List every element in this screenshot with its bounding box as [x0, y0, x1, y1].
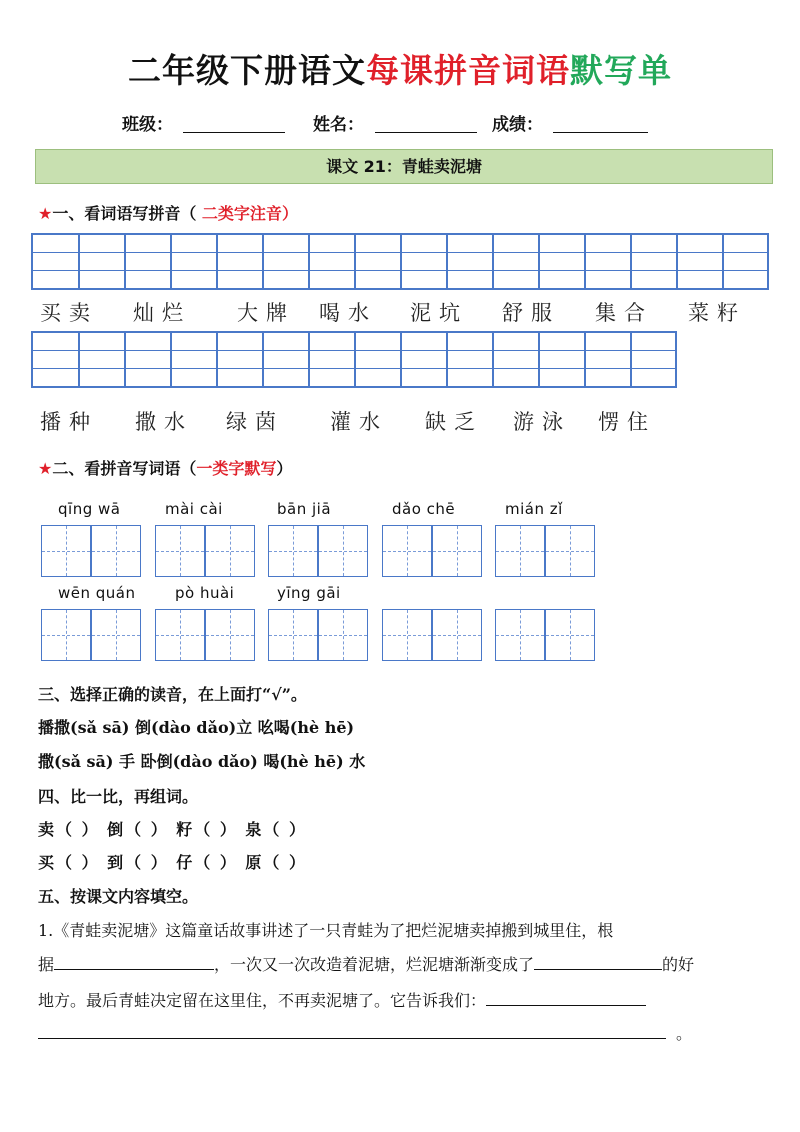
word-jihe: 集合 [595, 301, 653, 325]
writing-box[interactable] [545, 609, 595, 661]
word-caizi: 菜籽 [688, 301, 746, 325]
writing-box[interactable] [545, 525, 595, 577]
section5-paragraph-line2 [38, 952, 694, 975]
writing-box[interactable] [318, 525, 368, 577]
writing-box[interactable] [155, 609, 205, 661]
star-icon: ★ [38, 204, 53, 223]
pinyin-yinggai: yīng gāi [277, 584, 341, 602]
section4-heading: 四、比一比，再组词。 [38, 787, 199, 806]
class-field[interactable] [183, 112, 285, 133]
section3-line2[interactable]: 撒(sǎ sā) 手 卧倒(dào dǎo) 喝(hè hē) 水 [38, 752, 366, 771]
writing-box[interactable] [382, 609, 432, 661]
section5-paragraph-line3 [38, 988, 646, 1011]
text-lesson: 地方。最后青蛙决定留在这里住，不再卖泥塘了。它告诉我们： [38, 991, 487, 1010]
score-label: 成绩： [492, 115, 543, 135]
pinyin-grid-row2[interactable] [31, 331, 677, 388]
writing-box[interactable] [268, 525, 318, 577]
word-heshui: 喝水 [319, 301, 377, 325]
writing-box[interactable] [41, 525, 91, 577]
word-lengzhu: 愣住 [598, 410, 656, 434]
section4-line1[interactable]: 卖（ ） 倒（ ） 籽（ ） 泉（ ） [38, 820, 307, 839]
word-dapai: 大牌 [237, 301, 295, 325]
section1-close: ） [281, 204, 298, 223]
section2-heading [38, 456, 292, 479]
text-period: 。 [676, 1024, 693, 1043]
pinyin-pohuai: pò huài [175, 584, 235, 602]
writing-box[interactable] [432, 609, 482, 661]
word-sashui: 撒水 [135, 410, 193, 434]
title-part-dictation: 默写单 [570, 51, 672, 90]
fill-blank-moral-continued[interactable] [38, 1022, 666, 1039]
word-shufu: 舒服 [502, 301, 560, 325]
word-lvyin: 绿茵 [226, 410, 284, 434]
section3-heading: 三、选择正确的读音，在上面打“√”。 [38, 685, 307, 704]
pinyin-maicai: mài cài [165, 500, 223, 518]
star-icon: ★ [38, 459, 53, 478]
writing-box[interactable] [268, 609, 318, 661]
page-title [0, 45, 800, 92]
writing-box[interactable] [91, 609, 141, 661]
word-bozhong: 播种 [40, 410, 98, 434]
section2-title: 二、看拼音写词语（ [52, 459, 197, 478]
pinyin-banjia: bān jiā [277, 500, 332, 518]
pinyin-qingwa: qīng wā [58, 500, 121, 518]
name-field[interactable] [375, 112, 477, 133]
section5-paragraph-line1: 1.《青蛙卖泥塘》这篇童话故事讲述了一只青蛙为了把烂泥塘卖掉搬到城里住，根 [38, 921, 614, 940]
section1-title: 一、看词语写拼音（ [52, 204, 197, 223]
writing-box[interactable] [495, 609, 545, 661]
class-label: 班级： [122, 115, 173, 135]
lesson-banner: 课文 21：青蛙卖泥塘 [35, 149, 773, 184]
word-canlan: 灿烂 [133, 301, 191, 325]
pinyin-mianzi: mián zǐ [505, 500, 563, 518]
writing-box[interactable] [382, 525, 432, 577]
title-part-pinyin: 每课拼音词语 [366, 51, 570, 90]
writing-box[interactable] [91, 525, 141, 577]
writing-box[interactable] [41, 609, 91, 661]
word-nikeng: 泥坑 [410, 301, 468, 325]
text-ju: 据 [38, 955, 55, 974]
fill-blank-moral[interactable] [486, 989, 646, 1006]
word-quefa: 缺乏 [425, 410, 483, 434]
section1-heading [38, 201, 298, 224]
writing-box[interactable] [205, 609, 255, 661]
section5-paragraph-line4 [38, 1021, 692, 1044]
text-good: 的好 [662, 955, 695, 974]
text-transform: ，一次又一次改造着泥塘，烂泥塘渐渐变成了 [214, 955, 535, 974]
writing-box[interactable] [432, 525, 482, 577]
pinyin-wenquan: wēn quán [58, 584, 136, 602]
word-maimai: 买卖 [40, 301, 98, 325]
pinyin-daoche: dǎo chē [392, 500, 456, 518]
name-label: 姓名： [313, 115, 364, 135]
title-part-grade: 二年级下册语文 [128, 51, 366, 90]
writing-box[interactable] [318, 609, 368, 661]
section1-note: 二类字注音 [196, 204, 282, 223]
section2-note: 一类字默写 [196, 459, 277, 478]
writing-box[interactable] [155, 525, 205, 577]
fill-blank-reason[interactable] [54, 953, 214, 970]
section3-line1[interactable]: 播撒(sǎ sā) 倒(dào dǎo)立 吆喝(hè hē) [38, 718, 355, 737]
word-youyong: 游泳 [513, 410, 571, 434]
section4-line2[interactable]: 买（ ） 到（ ） 仔（ ） 原（ ） [38, 853, 307, 872]
writing-box[interactable] [205, 525, 255, 577]
pinyin-grid-row1[interactable] [31, 233, 769, 290]
fill-blank-result[interactable] [534, 953, 662, 970]
section2-close: ） [276, 459, 293, 478]
word-guanshui: 灌水 [330, 410, 388, 434]
writing-box[interactable] [495, 525, 545, 577]
section5-heading: 五、按课文内容填空。 [38, 887, 199, 906]
score-field[interactable] [553, 112, 648, 133]
